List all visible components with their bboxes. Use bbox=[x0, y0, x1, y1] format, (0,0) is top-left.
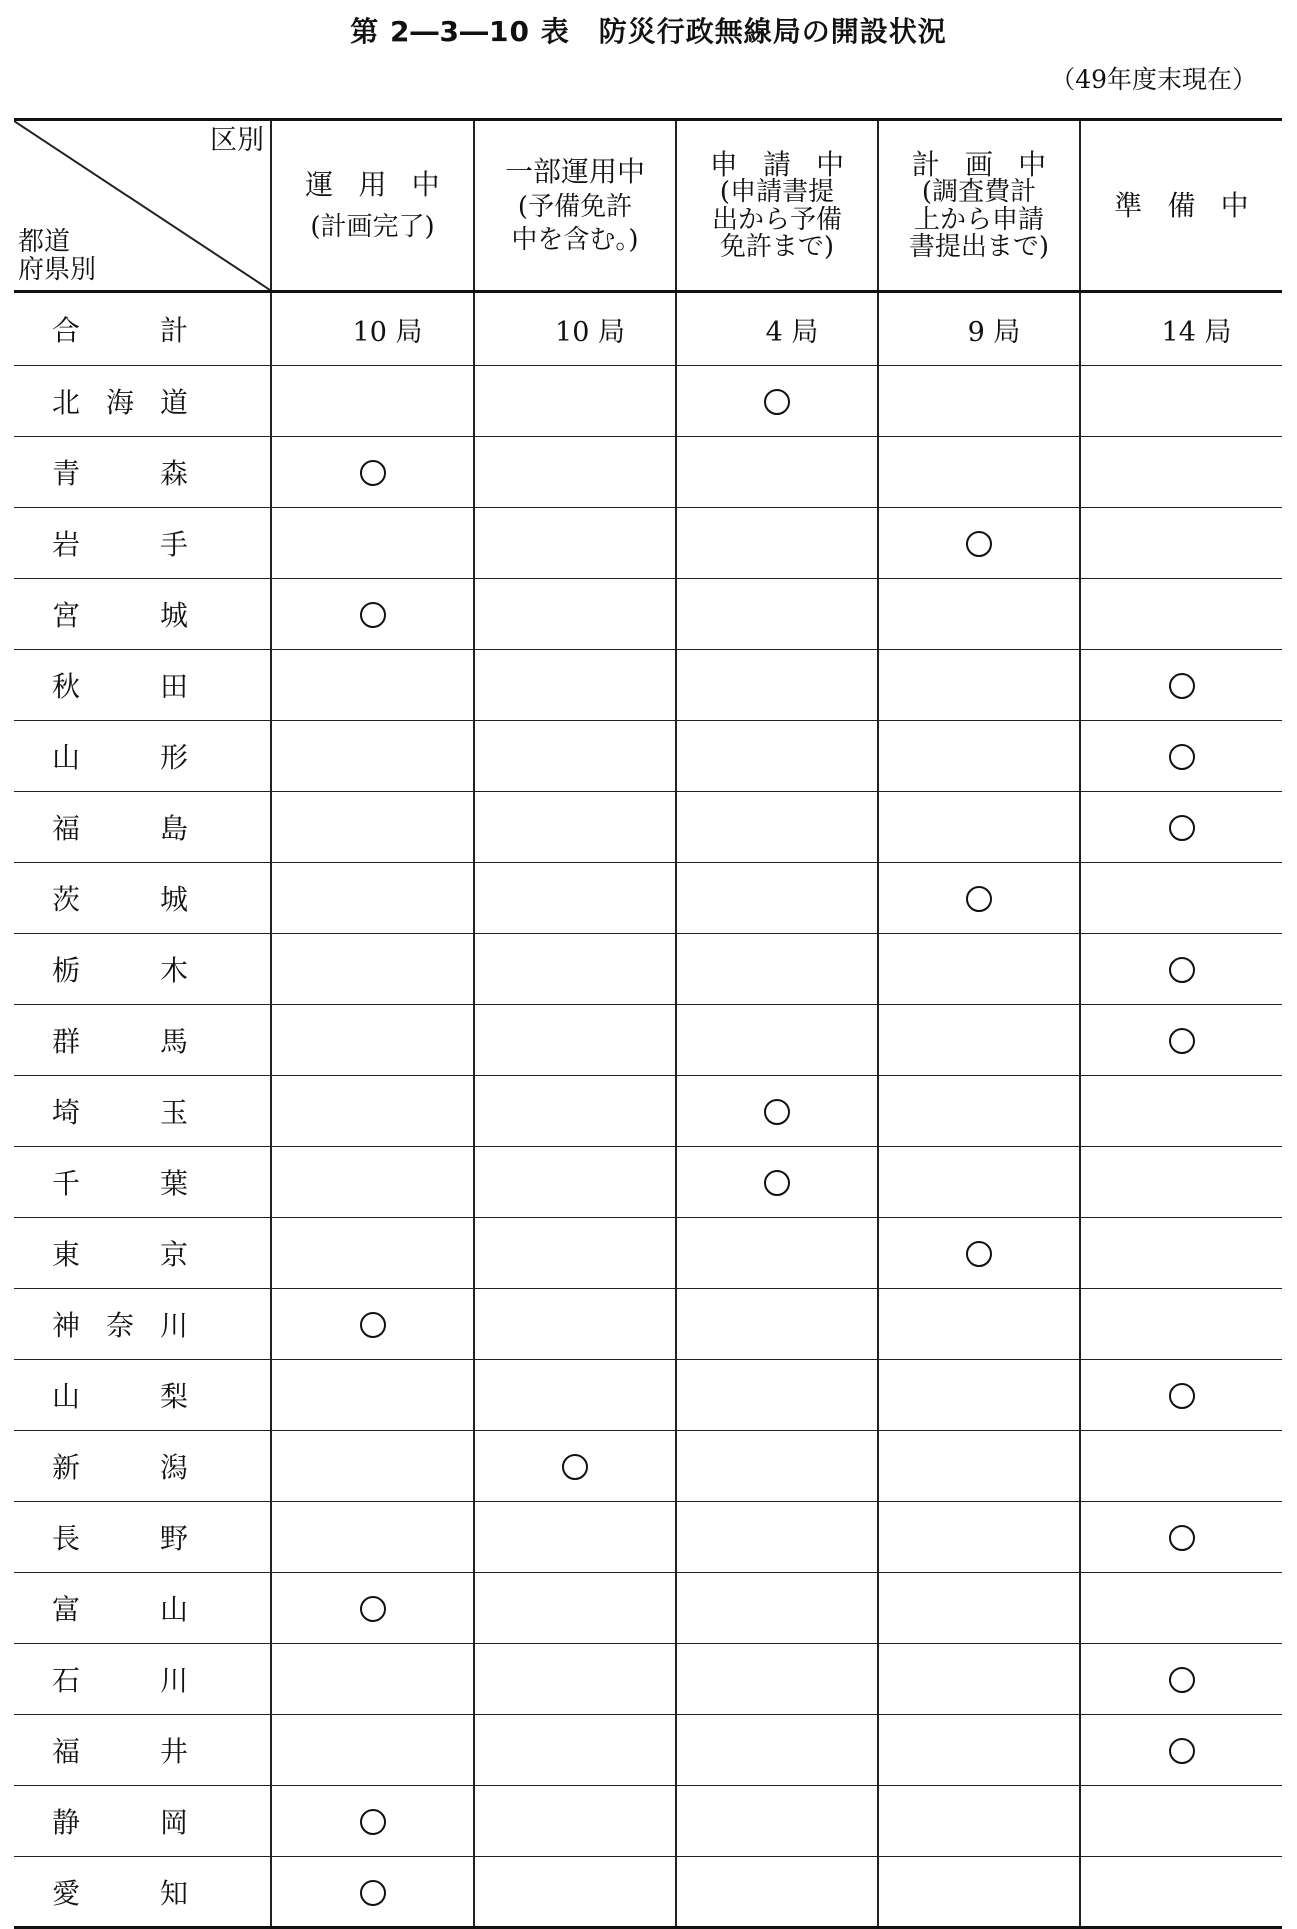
status-cell bbox=[474, 1289, 676, 1360]
status-cell bbox=[271, 934, 474, 1005]
status-cell bbox=[271, 721, 474, 792]
prefecture-cell bbox=[14, 1431, 271, 1502]
prefecture-cell bbox=[14, 1857, 271, 1928]
prefecture-name: 静 岡 bbox=[52, 1806, 188, 1839]
table-row bbox=[14, 934, 1282, 1005]
status-cell bbox=[878, 366, 1080, 437]
table-row bbox=[14, 1005, 1282, 1076]
status-cell bbox=[474, 1786, 676, 1857]
circle-mark-icon bbox=[966, 886, 992, 912]
status-cell bbox=[878, 1644, 1080, 1715]
circle-mark-icon bbox=[1169, 1525, 1195, 1551]
total-row bbox=[14, 292, 1282, 366]
status-cell bbox=[676, 1644, 878, 1715]
status-cell bbox=[878, 1289, 1080, 1360]
table-row bbox=[14, 1502, 1282, 1573]
total-cell: 10 局 bbox=[474, 292, 676, 366]
prefecture-cell bbox=[14, 1076, 271, 1147]
status-cell bbox=[676, 1857, 878, 1928]
total-cell: 10 局 bbox=[271, 292, 474, 366]
status-cell bbox=[676, 366, 878, 437]
status-cell bbox=[474, 934, 676, 1005]
status-cell bbox=[474, 366, 676, 437]
prefecture-name: 栃 木 bbox=[52, 954, 188, 987]
circle-mark-icon bbox=[1169, 1738, 1195, 1764]
table-row bbox=[14, 579, 1282, 650]
prefecture-cell bbox=[14, 1502, 271, 1573]
prefecture-cell bbox=[14, 437, 271, 508]
table-row bbox=[14, 1076, 1282, 1147]
category-label: 区別 bbox=[210, 125, 264, 156]
status-cell bbox=[676, 934, 878, 1005]
table-row bbox=[14, 1857, 1282, 1928]
column-header-applying: 申請中 (申請書提 出から予備 免許まで) bbox=[676, 120, 878, 292]
status-cell bbox=[1080, 1147, 1282, 1218]
prefecture-name: 東 京 bbox=[52, 1238, 188, 1271]
status-cell bbox=[1080, 1431, 1282, 1502]
status-cell bbox=[271, 437, 474, 508]
status-cell bbox=[474, 1005, 676, 1076]
status-cell bbox=[474, 1573, 676, 1644]
status-cell bbox=[271, 1786, 474, 1857]
status-cell bbox=[676, 508, 878, 579]
status-cell bbox=[271, 1360, 474, 1431]
status-cell bbox=[1080, 1573, 1282, 1644]
status-cell bbox=[676, 863, 878, 934]
prefecture-cell bbox=[14, 721, 271, 792]
circle-mark-icon bbox=[966, 1241, 992, 1267]
prefecture-name: 群 馬 bbox=[52, 1025, 188, 1058]
status-cell bbox=[1080, 721, 1282, 792]
prefecture-label: 都道 府県別 bbox=[18, 227, 97, 285]
circle-mark-icon bbox=[1169, 815, 1195, 841]
prefecture-cell bbox=[14, 508, 271, 579]
total-label: 合 計 bbox=[52, 314, 188, 347]
circle-mark-icon bbox=[360, 602, 386, 628]
status-cell bbox=[1080, 1218, 1282, 1289]
status-cell bbox=[1080, 1360, 1282, 1431]
status-cell bbox=[878, 1857, 1080, 1928]
prefecture-cell bbox=[14, 934, 271, 1005]
circle-mark-icon bbox=[1169, 1667, 1195, 1693]
prefecture-cell bbox=[14, 1715, 271, 1786]
prefecture-cell bbox=[14, 1147, 271, 1218]
circle-mark-icon bbox=[360, 460, 386, 486]
prefecture-cell bbox=[14, 1360, 271, 1431]
prefecture-cell bbox=[14, 863, 271, 934]
status-cell bbox=[676, 1431, 878, 1502]
status-cell bbox=[878, 1431, 1080, 1502]
status-cell bbox=[878, 1502, 1080, 1573]
status-cell bbox=[878, 792, 1080, 863]
status-cell bbox=[1080, 579, 1282, 650]
prefecture-cell bbox=[14, 1218, 271, 1289]
table-row bbox=[14, 1360, 1282, 1431]
prefecture-cell bbox=[14, 792, 271, 863]
status-cell bbox=[878, 1360, 1080, 1431]
status-cell bbox=[474, 437, 676, 508]
prefecture-name: 山 梨 bbox=[52, 1380, 188, 1413]
prefecture-cell bbox=[14, 1786, 271, 1857]
status-cell bbox=[474, 1360, 676, 1431]
prefecture-name: 秋 田 bbox=[52, 670, 188, 703]
status-cell bbox=[1080, 1005, 1282, 1076]
table-row bbox=[14, 1431, 1282, 1502]
status-cell bbox=[1080, 437, 1282, 508]
status-cell bbox=[271, 1502, 474, 1573]
status-cell bbox=[271, 1005, 474, 1076]
circle-mark-icon bbox=[360, 1596, 386, 1622]
column-header-partially-operating: 一部運用中 (予備免許 中を含む。) bbox=[474, 120, 676, 292]
prefecture-name: 福 島 bbox=[52, 812, 188, 845]
status-cell bbox=[1080, 1076, 1282, 1147]
status-cell bbox=[878, 508, 1080, 579]
circle-mark-icon bbox=[764, 1099, 790, 1125]
circle-mark-icon bbox=[1169, 1383, 1195, 1409]
circle-mark-icon bbox=[966, 531, 992, 557]
status-cell bbox=[676, 1147, 878, 1218]
prefecture-name: 神 奈 川 bbox=[52, 1309, 188, 1342]
status-cell bbox=[1080, 863, 1282, 934]
status-cell bbox=[676, 650, 878, 721]
circle-mark-icon bbox=[1169, 673, 1195, 699]
prefecture-name: 青 森 bbox=[52, 457, 188, 490]
status-cell bbox=[474, 1857, 676, 1928]
status-cell bbox=[878, 863, 1080, 934]
prefecture-cell bbox=[14, 1289, 271, 1360]
status-cell bbox=[676, 1573, 878, 1644]
circle-mark-icon bbox=[562, 1454, 588, 1480]
column-header-planning: 計画中 (調査費計 上から申請 書提出まで) bbox=[878, 120, 1080, 292]
status-cell bbox=[676, 1076, 878, 1147]
table-title: 第 2―3―10 表 防災行政無線局の開設状況 bbox=[350, 15, 947, 48]
status-cell bbox=[878, 1786, 1080, 1857]
status-cell bbox=[474, 508, 676, 579]
status-cell bbox=[271, 863, 474, 934]
status-cell bbox=[474, 863, 676, 934]
status-cell bbox=[271, 1431, 474, 1502]
status-cell bbox=[676, 1218, 878, 1289]
status-cell bbox=[271, 1289, 474, 1360]
status-cell bbox=[271, 1644, 474, 1715]
prefecture-name: 岩 手 bbox=[52, 528, 188, 561]
prefecture-name: 愛 知 bbox=[52, 1876, 188, 1910]
status-cell bbox=[676, 792, 878, 863]
status-cell bbox=[271, 1715, 474, 1786]
table-row bbox=[14, 721, 1282, 792]
status-cell bbox=[878, 1573, 1080, 1644]
table-row bbox=[14, 1289, 1282, 1360]
status-cell bbox=[878, 1147, 1080, 1218]
prefecture-name: 北 海 道 bbox=[52, 386, 188, 419]
table-row bbox=[14, 1786, 1282, 1857]
status-cell bbox=[271, 1573, 474, 1644]
status-cell bbox=[1080, 1786, 1282, 1857]
circle-mark-icon bbox=[360, 1312, 386, 1338]
status-cell bbox=[1080, 508, 1282, 579]
status-cell bbox=[878, 1076, 1080, 1147]
prefecture-name: 石 川 bbox=[52, 1664, 188, 1697]
table-row bbox=[14, 1147, 1282, 1218]
prefecture-name: 宮 城 bbox=[52, 599, 188, 632]
prefecture-name: 新 潟 bbox=[52, 1451, 188, 1484]
status-cell bbox=[878, 1218, 1080, 1289]
circle-mark-icon bbox=[764, 389, 790, 415]
status-cell bbox=[1080, 792, 1282, 863]
prefecture-cell bbox=[14, 1005, 271, 1076]
prefecture-cell bbox=[14, 1644, 271, 1715]
table-row bbox=[14, 863, 1282, 934]
status-cell bbox=[676, 1005, 878, 1076]
status-cell bbox=[474, 792, 676, 863]
prefecture-cell bbox=[14, 579, 271, 650]
status-cell bbox=[878, 650, 1080, 721]
status-cell bbox=[1080, 1715, 1282, 1786]
table-row bbox=[14, 508, 1282, 579]
column-header-operating: 運用中 (計画完了) bbox=[271, 120, 474, 292]
circle-mark-icon bbox=[360, 1880, 386, 1906]
status-cell bbox=[271, 366, 474, 437]
status-cell bbox=[474, 579, 676, 650]
status-cell bbox=[878, 721, 1080, 792]
status-cell bbox=[474, 1076, 676, 1147]
total-cell: 9 局 bbox=[878, 292, 1080, 366]
status-cell bbox=[878, 579, 1080, 650]
status-cell bbox=[271, 650, 474, 721]
corner-header bbox=[14, 120, 271, 292]
status-cell bbox=[474, 1147, 676, 1218]
radio-station-status-table bbox=[14, 118, 1282, 1929]
prefecture-name: 長 野 bbox=[52, 1522, 188, 1555]
total-cell: 14 局 bbox=[1080, 292, 1282, 366]
prefecture-name: 山 形 bbox=[52, 741, 188, 774]
circle-mark-icon bbox=[764, 1170, 790, 1196]
status-cell bbox=[878, 934, 1080, 1005]
status-cell bbox=[878, 1005, 1080, 1076]
status-cell bbox=[271, 579, 474, 650]
status-cell bbox=[676, 1786, 878, 1857]
total-label-cell bbox=[14, 292, 271, 366]
status-cell bbox=[271, 1076, 474, 1147]
total-cell: 4 局 bbox=[676, 292, 878, 366]
prefecture-name: 富 山 bbox=[52, 1593, 188, 1626]
table-row bbox=[14, 1644, 1282, 1715]
status-cell bbox=[271, 508, 474, 579]
status-cell bbox=[474, 1431, 676, 1502]
status-cell bbox=[474, 1218, 676, 1289]
status-cell bbox=[1080, 1644, 1282, 1715]
table-row bbox=[14, 1573, 1282, 1644]
prefecture-cell bbox=[14, 650, 271, 721]
table-row bbox=[14, 1218, 1282, 1289]
status-cell bbox=[1080, 366, 1282, 437]
status-cell bbox=[474, 1502, 676, 1573]
status-cell bbox=[676, 1360, 878, 1431]
status-cell bbox=[676, 1502, 878, 1573]
status-cell bbox=[1080, 934, 1282, 1005]
circle-mark-icon bbox=[1169, 744, 1195, 770]
circle-mark-icon bbox=[1169, 1028, 1195, 1054]
status-cell bbox=[271, 1857, 474, 1928]
status-cell bbox=[878, 1715, 1080, 1786]
prefecture-name: 茨 城 bbox=[52, 883, 188, 916]
status-cell bbox=[271, 1218, 474, 1289]
table-row bbox=[14, 366, 1282, 437]
header-row bbox=[14, 120, 1282, 292]
table-row bbox=[14, 792, 1282, 863]
status-cell bbox=[676, 437, 878, 508]
prefecture-cell bbox=[14, 366, 271, 437]
status-cell bbox=[676, 1715, 878, 1786]
status-cell bbox=[878, 437, 1080, 508]
status-cell bbox=[676, 1289, 878, 1360]
status-cell bbox=[1080, 1502, 1282, 1573]
status-cell bbox=[474, 650, 676, 721]
prefecture-cell bbox=[14, 1573, 271, 1644]
status-cell bbox=[1080, 650, 1282, 721]
as-of-note: （49年度末現在） bbox=[1050, 65, 1257, 94]
table-row bbox=[14, 650, 1282, 721]
status-cell bbox=[271, 1147, 474, 1218]
column-header-preparing: 準備中 bbox=[1080, 120, 1282, 292]
circle-mark-icon bbox=[360, 1809, 386, 1835]
status-cell bbox=[474, 721, 676, 792]
status-cell bbox=[474, 1644, 676, 1715]
prefecture-name: 埼 玉 bbox=[52, 1096, 188, 1129]
status-cell bbox=[474, 1715, 676, 1786]
status-cell bbox=[271, 792, 474, 863]
table-row bbox=[14, 1715, 1282, 1786]
circle-mark-icon bbox=[1169, 957, 1195, 983]
status-cell bbox=[676, 579, 878, 650]
status-cell bbox=[1080, 1857, 1282, 1928]
table-row bbox=[14, 437, 1282, 508]
status-cell bbox=[1080, 1289, 1282, 1360]
status-cell bbox=[676, 721, 878, 792]
prefecture-name: 福 井 bbox=[52, 1735, 188, 1768]
prefecture-name: 千 葉 bbox=[52, 1167, 188, 1200]
